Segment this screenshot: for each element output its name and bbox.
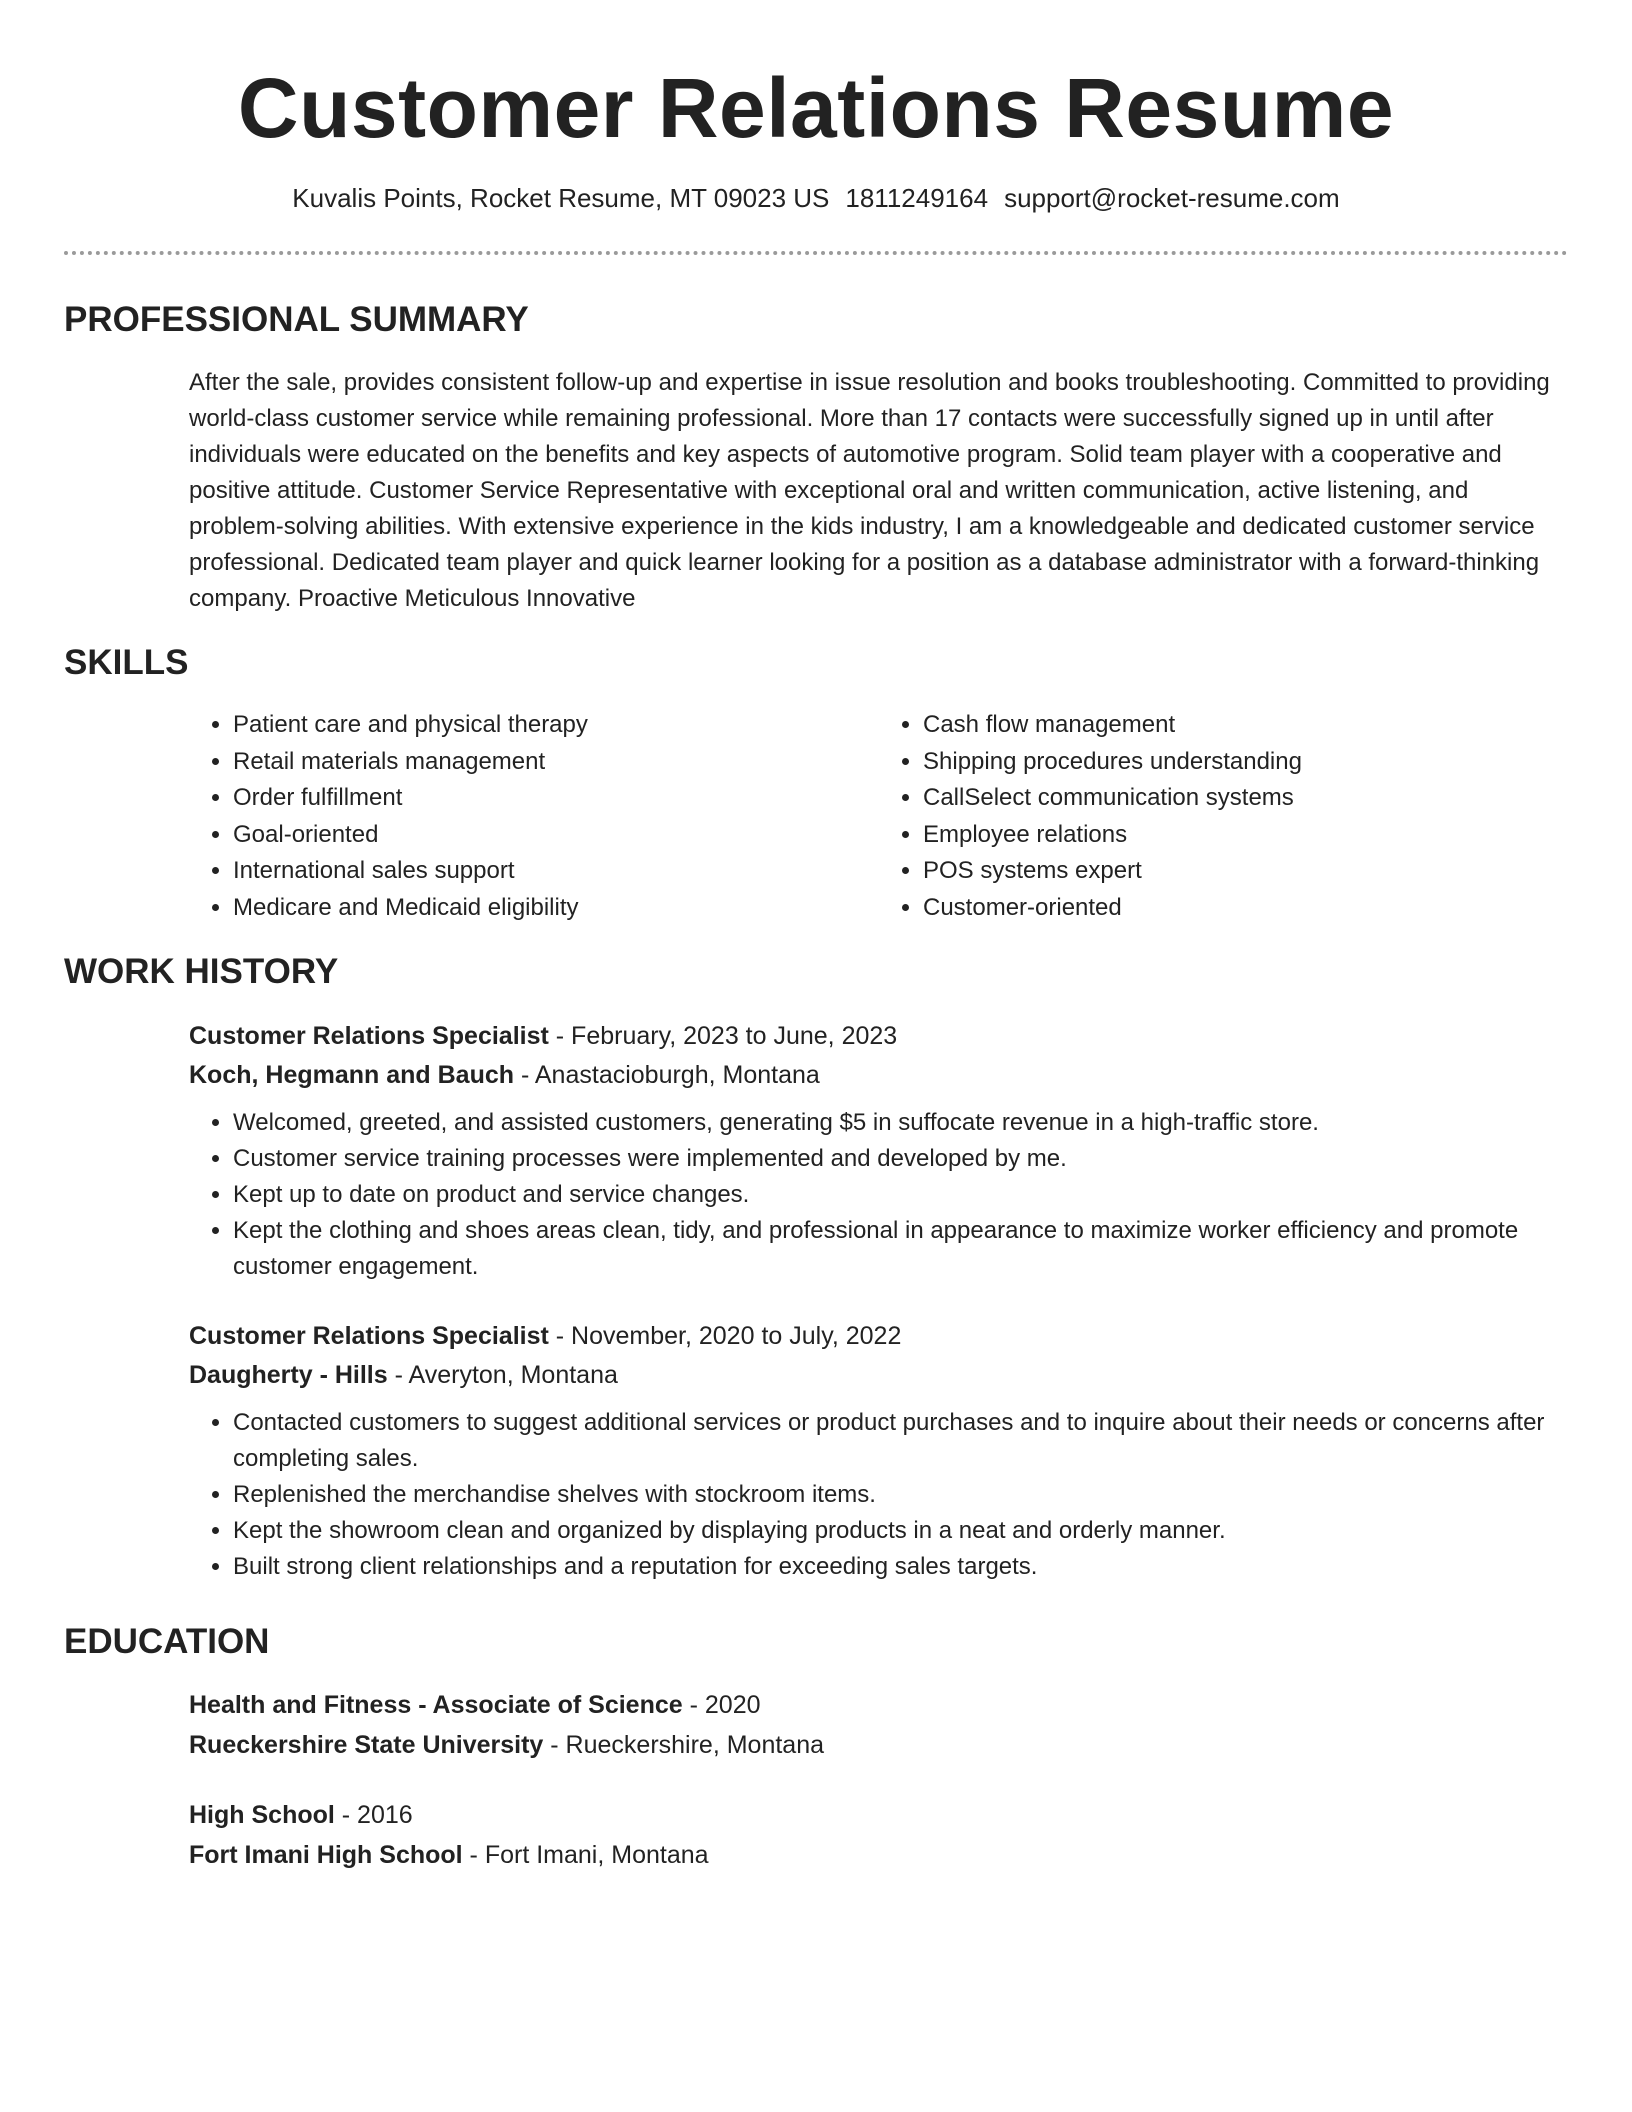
skill-item: • Customer-oriented bbox=[923, 890, 1569, 927]
education-degree-line bbox=[189, 1685, 1569, 1725]
education-school: Rueckershire State University bbox=[189, 1731, 544, 1759]
skill-item: • Retail materials management bbox=[233, 744, 879, 781]
education-location: - Fort Imani, Montana bbox=[462, 1841, 709, 1869]
job-title: Customer Relations Specialist bbox=[189, 1022, 549, 1050]
skills-grid bbox=[189, 707, 1569, 926]
education-school-line bbox=[189, 1835, 1569, 1875]
education-section bbox=[189, 1685, 1569, 1905]
skills-heading: SKILLS bbox=[64, 643, 189, 682]
skill-item: • Order fulfillment bbox=[233, 780, 879, 817]
skill-item: • POS systems expert bbox=[923, 853, 1569, 890]
job-bullet: • Welcomed, greeted, and assisted customers, generating $5 in suffocate revenue in a high-traffic store. bbox=[233, 1105, 1569, 1141]
contact-line bbox=[0, 180, 1632, 216]
contact-phone: 1811249164 bbox=[845, 183, 989, 213]
contact-email: support@rocket-resume.com bbox=[1004, 183, 1340, 213]
job-entry bbox=[189, 1017, 1569, 1285]
job-bullet: • Customer service training processes were implemented and developed by me. bbox=[233, 1141, 1569, 1177]
header-divider bbox=[64, 251, 1568, 255]
job-bullet: • Kept up to date on product and service changes. bbox=[233, 1177, 1569, 1213]
skills-section bbox=[189, 707, 1569, 926]
job-location: - Anastacioburgh, Montana bbox=[514, 1061, 820, 1089]
job-dates: - November, 2020 to July, 2022 bbox=[548, 1322, 902, 1350]
education-school-line bbox=[189, 1725, 1569, 1765]
job-company: Daugherty - Hills bbox=[189, 1361, 388, 1389]
skill-item: • CallSelect communication systems bbox=[923, 780, 1569, 817]
skills-list-left bbox=[189, 707, 879, 926]
work-heading: WORK HISTORY bbox=[64, 952, 339, 991]
skills-list-right bbox=[879, 707, 1569, 926]
job-bullet: • Kept the showroom clean and organized by displaying products in a neat and orderly manner. bbox=[233, 1513, 1569, 1549]
skill-item: • International sales support bbox=[233, 853, 879, 890]
education-degree: Health and Fitness - Associate of Science bbox=[189, 1691, 683, 1719]
job-bullets bbox=[189, 1405, 1569, 1585]
job-dates: - February, 2023 to June, 2023 bbox=[548, 1022, 898, 1050]
summary-heading: PROFESSIONAL SUMMARY bbox=[64, 300, 529, 339]
job-bullet: • Kept the clothing and shoes areas clean, tidy, and professional in appearance to maximize worker efficiency and promote customer engagement. bbox=[233, 1213, 1569, 1285]
education-degree-line bbox=[189, 1795, 1569, 1835]
education-year: - 2016 bbox=[334, 1801, 413, 1829]
job-company: Koch, Hegmann and Bauch bbox=[189, 1061, 515, 1089]
job-company-line bbox=[189, 1356, 1569, 1395]
education-year: - 2020 bbox=[682, 1691, 761, 1719]
education-school: Fort Imani High School bbox=[189, 1841, 463, 1869]
work-section bbox=[189, 1017, 1569, 1617]
job-bullet: • Replenished the merchandise shelves with stockroom items. bbox=[233, 1477, 1569, 1513]
job-title-line bbox=[189, 1317, 1569, 1356]
skill-item: • Employee relations bbox=[923, 817, 1569, 854]
education-location: - Rueckershire, Montana bbox=[543, 1731, 825, 1759]
resume-title: Customer Relations Resume bbox=[237, 61, 1395, 155]
education-heading: EDUCATION bbox=[64, 1622, 270, 1661]
skill-item: • Shipping procedures understanding bbox=[923, 744, 1569, 781]
skill-item: • Cash flow management bbox=[923, 707, 1569, 744]
job-title-line bbox=[189, 1017, 1569, 1056]
job-entry bbox=[189, 1317, 1569, 1585]
contact-address: Kuvalis Points, Rocket Resume, MT 09023 US bbox=[292, 183, 830, 213]
job-bullet: • Built strong client relationships and a reputation for exceeding sales targets. bbox=[233, 1549, 1569, 1585]
education-entry bbox=[189, 1685, 1569, 1765]
job-company-line bbox=[189, 1056, 1569, 1095]
education-entry bbox=[189, 1795, 1569, 1875]
job-location: - Averyton, Montana bbox=[387, 1361, 618, 1389]
skill-item: • Patient care and physical therapy bbox=[233, 707, 879, 744]
skill-item: • Goal-oriented bbox=[233, 817, 879, 854]
job-bullet: • Contacted customers to suggest additional services or product purchases and to inquire about their needs or concerns after completing sales. bbox=[233, 1405, 1569, 1477]
summary-text: After the sale, provides consistent follow-up and expertise in issue resolution and books troubleshooting. Committed to providing world-class customer service while remaining professional. More than 17 contacts were successfully signed up in until after individuals were educated on the benefits and key aspects of automotive program. Solid team player with a cooperative and positive attitude. Customer Service Representative with exceptional oral and written communication, active listening, and problem-solving abilities. With extensive experience in the kids industry, I am a knowledgeable and dedicated customer service professional. Dedicated team player and quick learner looking for a position as a database administrator with a forward-thinking company. Proactive Meticulous Innovative bbox=[189, 369, 1550, 612]
education-degree: High School bbox=[189, 1801, 335, 1829]
summary-section bbox=[189, 365, 1569, 617]
job-title: Customer Relations Specialist bbox=[189, 1322, 549, 1350]
job-bullets bbox=[189, 1105, 1569, 1285]
skill-item: • Medicare and Medicaid eligibility bbox=[233, 890, 879, 927]
